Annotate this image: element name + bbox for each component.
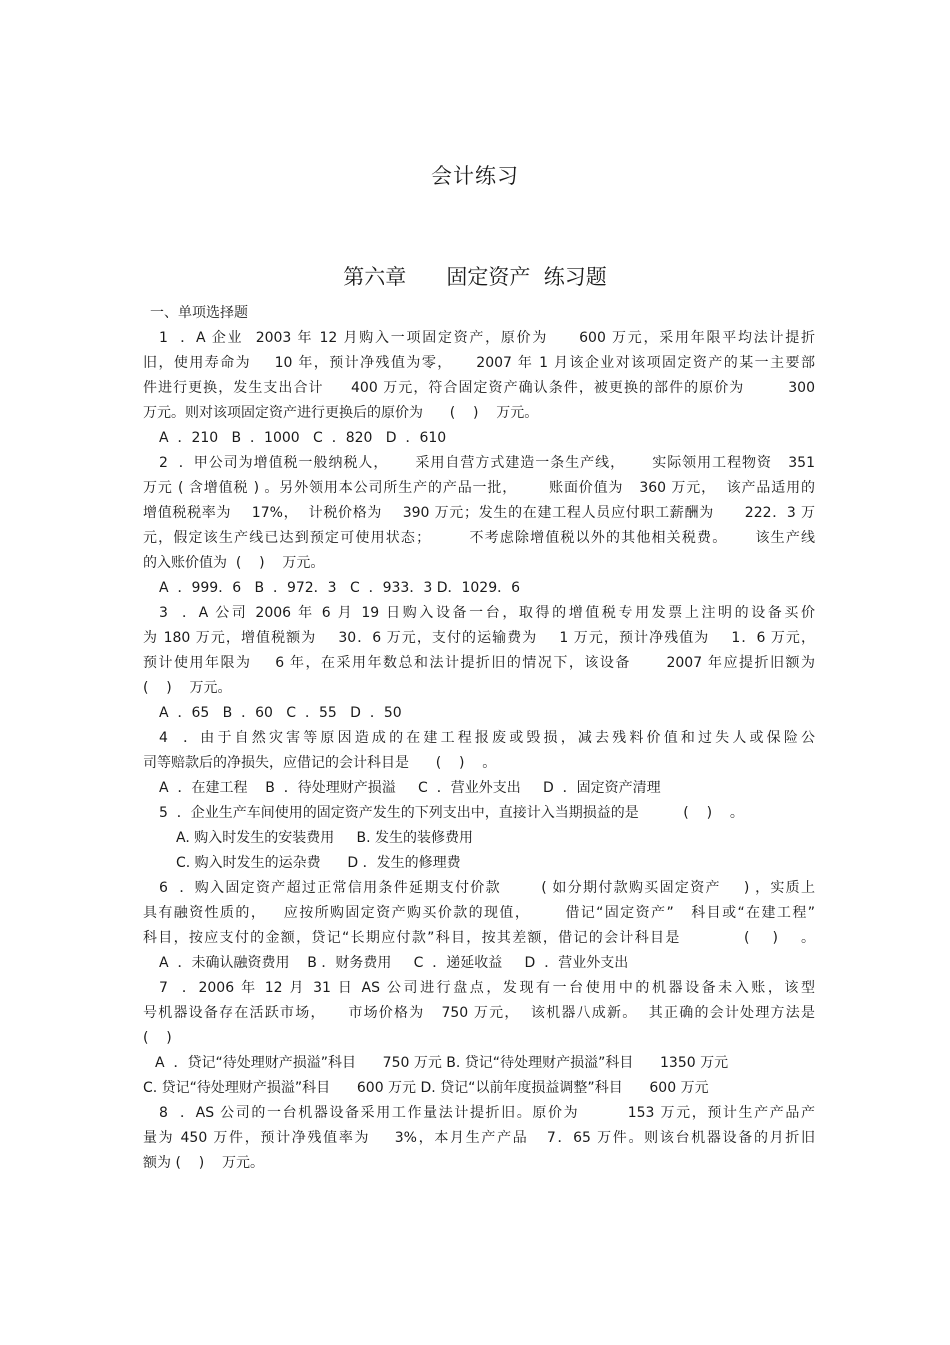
question-4-options: A ．在建工程 B ．待处理财产损溢 C ．营业外支出 D ．固定资产清理 [159,780,661,796]
question-5-options-1: A. 购入时发生的安装费用 B. 发生的装修费用 [176,830,473,846]
question-1-line-2: 旧，使用寿命为 10 年，预计净残值为零， 2007 年 1 月该企业对该项固定资产的某一主要部 [143,355,815,371]
question-7-options-2: C. 贷记“待处理财产损溢”科目 600 万元 D. 贷记“以前年度损益调整”科目 600 万元 [143,1080,709,1096]
question-8-line-1: 8 ．AS 公司的一台机器设备采用工作量法计提折旧。原价为 153 万元，预计生产产品产 [159,1105,815,1121]
question-2-options: A ．999．6 B ．972．3 C ．933．3 D．1029．6 [159,580,521,596]
question-7-line-3: ( ) [143,1030,172,1046]
question-1-line-3: 件进行更换，发生支出合计 400 万元，符合固定资产确认条件，被更换的部件的原价为 300 [143,380,815,396]
document-title: 会计练习 [431,164,519,188]
question-3-line-3: 预计使用年限为 6 年，在采用年数总和法计提折旧的情况下，该设备 2007 年应提折旧额为 [143,655,815,671]
question-8-line-2: 量为 450 万件，预计净残值率为 3%，本月生产产品 7．65 万件。则该台机器设备的月折旧 [143,1130,815,1146]
question-6-options: A ．未确认融资费用 B ．财务费用 C ．递延收益 D ．营业外支出 [159,955,629,971]
question-2-line-5: 的入账价值为 ( ) 万元。 [143,555,325,571]
question-4-line-2: 司等赔款后的净损失，应借记的会计科目是 ( ) 。 [143,755,497,771]
question-1-line-1: 1 ．A 企业 2003 年 12 月购入一项固定资产，原价为 600 万元，采用年限平均法计提折 [159,330,815,346]
question-3-line-2: 为 180 万元，增值税额为 30．6 万元，支付的运输费为 1 万元，预计净残值为 1．6 万元， [143,630,815,646]
question-3-line-4: ( ) 万元。 [143,680,232,696]
section-heading: 一、单项选择题 [150,305,248,321]
question-6-line-2: 具有融资性质的， 应按所购固定资产购买价款的现值， 借记“固定资产” 科目或“在建工程” [143,905,815,921]
question-1-options: A ．210 B ．1000 C ．820 D ．610 [159,430,447,446]
question-4-line-1: 4 ．由于自然灾害等原因造成的在建工程报废或毁损，减去残料价值和过失人或保险公 [159,730,815,746]
question-3-options: A ．65 B ．60 C ．55 D ．50 [159,705,402,721]
question-5-options-2: C. 购入时发生的运杂费 D ．发生的修理费 [176,855,461,871]
question-6-line-3: 科目，按应支付的金额，贷记“长期应付款”科目，按其差额，借记的会计科目是 ( ) 。 [143,930,815,946]
question-3-line-1: 3 ．A 公司 2006 年 6 月 19 日购入设备一台，取得的增值税专用发票上注明的设备买价 [159,605,815,621]
question-1-line-4: 万元。则对该项固定资产进行更换后的原价为 ( ) 万元。 [143,405,539,421]
chapter-title: 第六章 固定资产 练习题 [343,265,607,289]
question-5-line-1: 5 ．企业生产车间使用的固定资产发生的下列支出中，直接计入当期损益的是 ( ) 。 [159,805,744,821]
question-list [143,326,815,1176]
question-7-options-1: A ．贷记“待处理财产损溢”科目 750 万元 B. 贷记“待处理财产损溢”科目 1350 万元 [155,1055,729,1071]
question-2-line-2: 万元 ( 含增值税 ) 。另外领用本公司所生产的产品一批， 账面价值为 360 万元， 该产品适用的 [143,480,815,496]
question-2-line-3: 增值税税率为 17%， 计税价格为 390 万元；发生的在建工程人员应付职工薪酬为 222．3 万 [143,505,815,521]
question-7-line-1: 7 ．2006 年 12 月 31 日 AS 公司进行盘点，发现有一台使用中的机器设备未入账，该型 [159,980,815,996]
question-2-line-1: 2 ．甲公司为增值税一般纳税人， 采用自营方式建造一条生产线， 实际领用工程物资 351 [159,455,815,471]
question-2-line-4: 元，假定该生产线已达到预定可使用状态； 不考虑除增值税以外的其他相关税费。 该生产线 [143,530,815,546]
question-6-line-1: 6 ．购入固定资产超过正常信用条件延期支付价款 ( 如分期付款购买固定资产 ) ，实质上 [159,880,815,896]
question-8-line-3: 额为 ( ) 万元。 [143,1155,264,1171]
question-7-line-2: 号机器设备存在活跃市场， 市场价格为 750 万元， 该机器八成新。 其正确的会计处理方法是 [143,1005,815,1021]
